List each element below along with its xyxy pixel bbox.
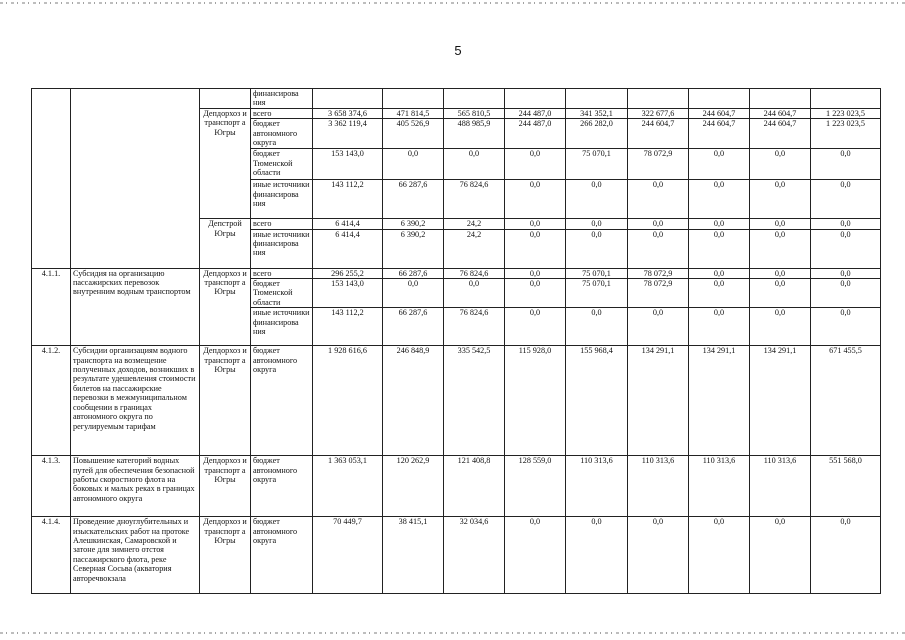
row-code-cell: 4.1.4.: [32, 517, 71, 594]
amount-cell: 0,0: [505, 219, 566, 229]
amount-cell: 244 604,7: [750, 119, 811, 149]
amount-cell: 1 363 053,1: [313, 456, 383, 517]
amount-cell: 153 143,0: [313, 149, 383, 180]
amount-cell: [505, 89, 566, 109]
amount-cell: 153 143,0: [313, 279, 383, 308]
table-row: [32, 456, 881, 517]
amount-cell: 335 542,5: [444, 346, 505, 456]
amount-cell: 66 287,6: [383, 308, 444, 346]
amount-cell: 0,0: [811, 219, 881, 229]
amount-cell: 0,0: [628, 219, 689, 229]
amount-cell: 70 449,7: [313, 517, 383, 594]
amount-cell: [750, 89, 811, 109]
funding-source-cell: бюджет автономного округа: [251, 456, 313, 517]
amount-cell: 134 291,1: [689, 346, 750, 456]
amount-cell: 244 604,7: [750, 108, 811, 118]
amount-cell: 134 291,1: [750, 346, 811, 456]
amount-cell: 0,0: [505, 279, 566, 308]
amount-cell: 110 313,6: [750, 456, 811, 517]
amount-cell: 0,0: [689, 517, 750, 594]
amount-cell: 0,0: [750, 180, 811, 219]
amount-cell: 0,0: [689, 180, 750, 219]
responsible-cell: Депдорхоз и транспорт а Югры: [200, 346, 251, 456]
row-code-cell: 4.1.1.: [32, 268, 71, 346]
funding-source-cell: иные источники финансирова ния: [251, 229, 313, 268]
amount-cell: 0,0: [566, 517, 628, 594]
amount-cell: 0,0: [689, 229, 750, 268]
amount-cell: 143 112,2: [313, 180, 383, 219]
amount-cell: 565 810,5: [444, 108, 505, 118]
responsible-cell: [200, 89, 251, 109]
amount-cell: [628, 89, 689, 109]
amount-cell: 6 414,4: [313, 219, 383, 229]
amount-cell: 66 287,6: [383, 180, 444, 219]
amount-cell: 3 658 374,6: [313, 108, 383, 118]
amount-cell: 78 072,9: [628, 279, 689, 308]
amount-cell: 76 824,6: [444, 308, 505, 346]
row-name-cell: Субсидии организациям водного транспорта на возмещение полученных доходов, возникших в результате удешевления стоимости билетов на пассажирские перевозки в межмуниципальном сообщении в границах автономного округа по регулируемым тарифам: [71, 346, 200, 456]
scan-edge-bottom: [0, 632, 905, 634]
amount-cell: 0,0: [811, 308, 881, 346]
responsible-cell: Депдорхоз и транспорт а Югры: [200, 108, 251, 218]
amount-cell: 0,0: [444, 279, 505, 308]
row-name-cell: Проведение дноуглубительных и изыскательских работ на протоке Алешкинская, Самаровской и затоне для зимнего отстоя пассажирского флота, реке Северная Сосьва (акватория автоpечвокзала: [71, 517, 200, 594]
amount-cell: 6 390,2: [383, 219, 444, 229]
amount-cell: 488 985,9: [444, 119, 505, 149]
amount-cell: 0,0: [505, 149, 566, 180]
funding-source-cell: всего: [251, 268, 313, 278]
amount-cell: 155 968,4: [566, 346, 628, 456]
amount-cell: 0,0: [811, 229, 881, 268]
amount-cell: 76 824,6: [444, 268, 505, 278]
amount-cell: 0,0: [566, 219, 628, 229]
responsible-cell: Депдорхоз и транспорт а Югры: [200, 517, 251, 594]
amount-cell: 0,0: [628, 180, 689, 219]
amount-cell: 38 415,1: [383, 517, 444, 594]
amount-cell: 246 848,9: [383, 346, 444, 456]
amount-cell: 0,0: [505, 229, 566, 268]
amount-cell: 0,0: [750, 517, 811, 594]
amount-cell: 671 455,5: [811, 346, 881, 456]
amount-cell: 266 282,0: [566, 119, 628, 149]
amount-cell: 244 487,0: [505, 108, 566, 118]
amount-cell: 296 255,2: [313, 268, 383, 278]
amount-cell: [689, 89, 750, 109]
row-code-cell: [32, 89, 71, 269]
amount-cell: 0,0: [505, 517, 566, 594]
amount-cell: 0,0: [505, 268, 566, 278]
amount-cell: 244 604,7: [628, 119, 689, 149]
amount-cell: 0,0: [689, 279, 750, 308]
amount-cell: 0,0: [811, 180, 881, 219]
amount-cell: [444, 89, 505, 109]
amount-cell: 0,0: [811, 268, 881, 278]
amount-cell: 244 604,7: [689, 119, 750, 149]
amount-cell: 0,0: [566, 308, 628, 346]
responsible-cell: Депдорхоз и транспорт а Югры: [200, 268, 251, 346]
amount-cell: 1 928 616,6: [313, 346, 383, 456]
amount-cell: 322 677,6: [628, 108, 689, 118]
amount-cell: 115 928,0: [505, 346, 566, 456]
amount-cell: [383, 89, 444, 109]
amount-cell: 471 814,5: [383, 108, 444, 118]
funding-source-cell: всего: [251, 108, 313, 118]
funding-source-cell: бюджет автономного округа: [251, 346, 313, 456]
amount-cell: 78 072,9: [628, 268, 689, 278]
amount-cell: 0,0: [750, 308, 811, 346]
amount-cell: 0,0: [750, 268, 811, 278]
amount-cell: 0,0: [750, 229, 811, 268]
amount-cell: 3 362 119,4: [313, 119, 383, 149]
amount-cell: 75 070,1: [566, 149, 628, 180]
row-code-cell: 4.1.2.: [32, 346, 71, 456]
funding-source-cell: финансирова ния: [251, 89, 313, 109]
amount-cell: 244 487,0: [505, 119, 566, 149]
funding-source-cell: бюджет Тюменской области: [251, 279, 313, 308]
amount-cell: 75 070,1: [566, 279, 628, 308]
amount-cell: 551 568,0: [811, 456, 881, 517]
amount-cell: 405 526,9: [383, 119, 444, 149]
amount-cell: 110 313,6: [689, 456, 750, 517]
amount-cell: 341 352,1: [566, 108, 628, 118]
table-row: [32, 268, 881, 278]
amount-cell: 0,0: [505, 180, 566, 219]
amount-cell: 0,0: [566, 180, 628, 219]
amount-cell: 1 223 023,5: [811, 108, 881, 118]
funding-source-cell: бюджет автономного округа: [251, 119, 313, 149]
amount-cell: 0,0: [811, 149, 881, 180]
funding-source-cell: иные источники финансирова ния: [251, 308, 313, 346]
amount-cell: 0,0: [628, 517, 689, 594]
amount-cell: 110 313,6: [566, 456, 628, 517]
amount-cell: 121 408,8: [444, 456, 505, 517]
funding-source-cell: иные источники финансирова ния: [251, 180, 313, 219]
amount-cell: 6 390,2: [383, 229, 444, 268]
row-code-cell: 4.1.3.: [32, 456, 71, 517]
row-name-cell: [71, 89, 200, 269]
amount-cell: 244 604,7: [689, 108, 750, 118]
amount-cell: 78 072,9: [628, 149, 689, 180]
amount-cell: 120 262,9: [383, 456, 444, 517]
amount-cell: [811, 89, 881, 109]
amount-cell: 0,0: [689, 219, 750, 229]
amount-cell: 0,0: [689, 308, 750, 346]
amount-cell: 75 070,1: [566, 268, 628, 278]
amount-cell: 0,0: [750, 219, 811, 229]
table-row: [32, 517, 881, 594]
table-row: [32, 346, 881, 456]
amount-cell: 134 291,1: [628, 346, 689, 456]
amount-cell: 0,0: [811, 279, 881, 308]
amount-cell: 0,0: [505, 308, 566, 346]
amount-cell: 0,0: [750, 279, 811, 308]
amount-cell: 66 287,6: [383, 268, 444, 278]
funding-source-cell: всего: [251, 219, 313, 229]
table-row: [32, 89, 881, 109]
amount-cell: 143 112,2: [313, 308, 383, 346]
responsible-cell: Депдорхоз и транспорт а Югры: [200, 456, 251, 517]
amount-cell: 0,0: [811, 517, 881, 594]
amount-cell: [566, 89, 628, 109]
amount-cell: 0,0: [383, 149, 444, 180]
amount-cell: 32 034,6: [444, 517, 505, 594]
amount-cell: 24,2: [444, 229, 505, 268]
amount-cell: [313, 89, 383, 109]
amount-cell: 0,0: [628, 308, 689, 346]
amount-cell: 0,0: [750, 149, 811, 180]
amount-cell: 0,0: [566, 229, 628, 268]
row-name-cell: Субсидия на организацию пассажирских перевозок внутренним водным транспортом: [71, 268, 200, 346]
amount-cell: 1 223 023,5: [811, 119, 881, 149]
page-number: 5: [454, 43, 462, 58]
amount-cell: 76 824,6: [444, 180, 505, 219]
amount-cell: 0,0: [444, 149, 505, 180]
amount-cell: 24,2: [444, 219, 505, 229]
amount-cell: 0,0: [383, 279, 444, 308]
amount-cell: 110 313,6: [628, 456, 689, 517]
responsible-cell: Депстрой Югры: [200, 219, 251, 268]
row-name-cell: Повышение категорий водных путей для обеспечения безопасной работы скоростного флота на боковых и малых реках в границах автономного округа: [71, 456, 200, 517]
amount-cell: 128 559,0: [505, 456, 566, 517]
scan-edge-top: [0, 2, 905, 4]
amount-cell: 0,0: [689, 268, 750, 278]
amount-cell: 0,0: [689, 149, 750, 180]
funding-source-cell: бюджет Тюменской области: [251, 149, 313, 180]
budget-table: [31, 88, 881, 594]
amount-cell: 6 414,4: [313, 229, 383, 268]
amount-cell: 0,0: [628, 229, 689, 268]
funding-source-cell: бюджет автономного округа: [251, 517, 313, 594]
